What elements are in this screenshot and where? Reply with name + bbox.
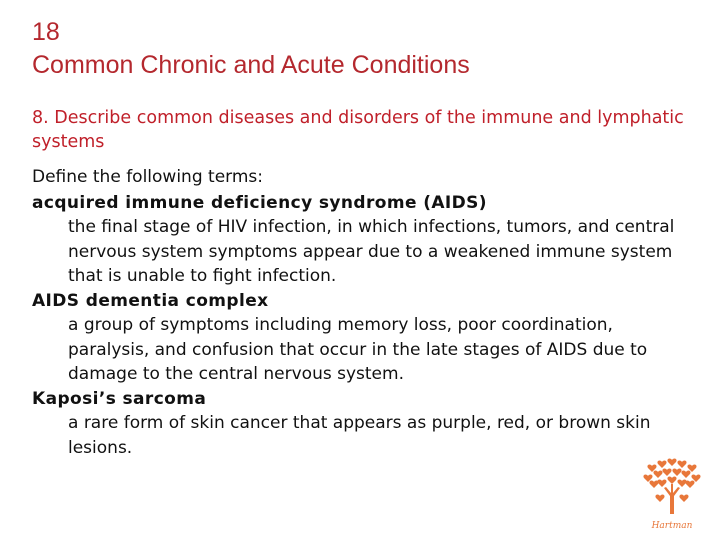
term-definition: the final stage of HIV infection, in which infections, tumors, and central nervous system symptoms appear due to a weakened immune system that is unable to fight infection. bbox=[68, 217, 675, 286]
term-name: AIDS dementia complex bbox=[32, 290, 269, 311]
chapter-number: 18 bbox=[32, 18, 60, 46]
heart-tree-icon bbox=[640, 456, 704, 532]
term-name: Kaposi’s sarcoma bbox=[32, 388, 207, 409]
term-entry bbox=[32, 387, 692, 461]
chapter-title: Common Chronic and Acute Conditions bbox=[32, 51, 470, 79]
term-definition: a group of symptoms including memory loss, poor coordination, paralysis, and confusion that occur in the late stages of AIDS due to damage to the central nervous system. bbox=[68, 315, 648, 384]
term-entry bbox=[32, 191, 692, 289]
term-definition: a rare form of skin cancer that appears as purple, red, or brown skin lesions. bbox=[68, 413, 651, 458]
slide-content bbox=[32, 165, 692, 460]
intro-text: Define the following terms: bbox=[32, 167, 263, 187]
hartman-logo bbox=[640, 456, 704, 532]
logo-text: Hartman bbox=[651, 521, 693, 531]
term-entry bbox=[32, 289, 692, 387]
slide-title bbox=[32, 16, 692, 82]
term-name: acquired immune deficiency syndrome (AIDS) bbox=[32, 192, 487, 213]
tree-trunk bbox=[664, 484, 680, 514]
learning-objective: 8. Describe common diseases and disorders of the immune and lymphatic systems bbox=[32, 108, 684, 152]
